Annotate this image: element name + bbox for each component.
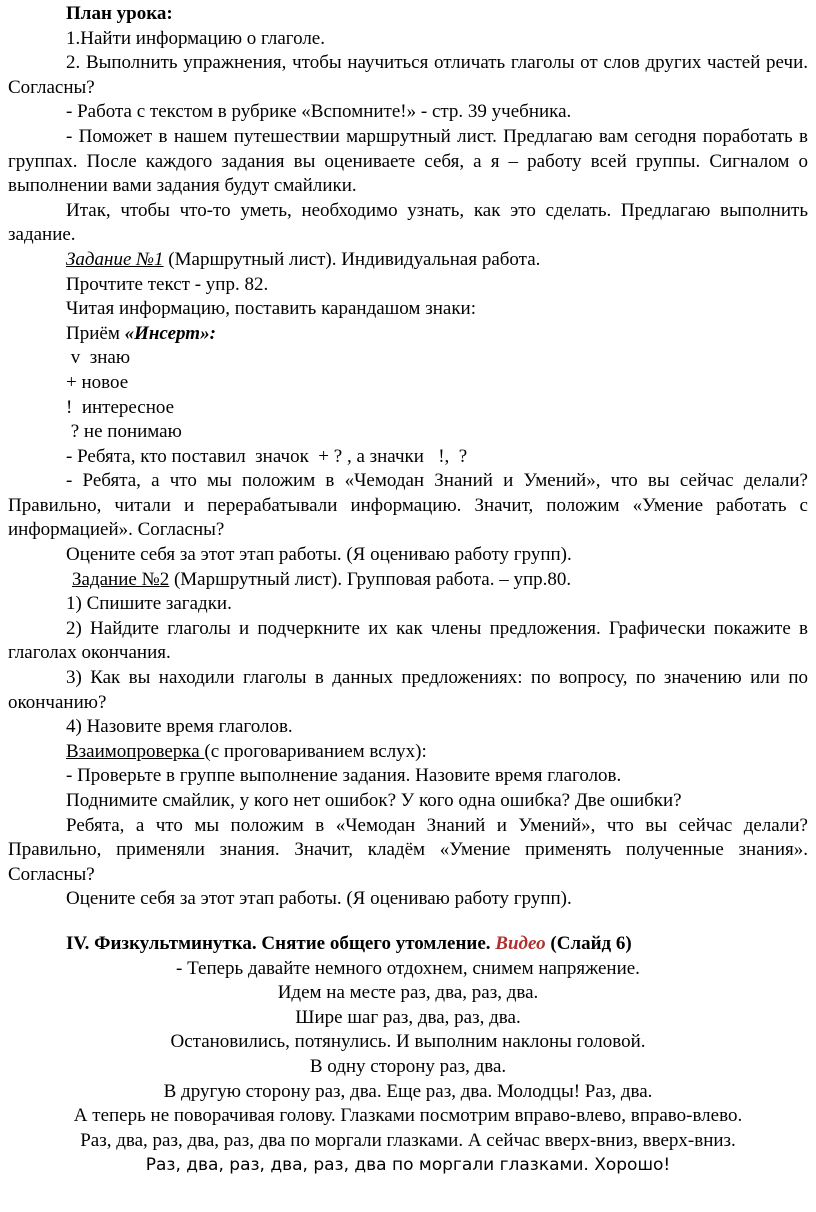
paragraph-suitcase-1: - Ребята, а что мы положим в «Чемодан Знаний и Умений», что вы сейчас делали? Правильно, читали и перерабатывали информацию. Значит, положим «Умение работать с информацией». Согласны? xyxy=(8,470,808,541)
plan-item-1: 1.Найти информацию о глаголе. xyxy=(66,27,325,49)
verse-line: - Теперь давайте немного отдохнем, снимем напряжение. xyxy=(176,957,640,979)
task2-step-4: 4) Назовите время глаголов. xyxy=(66,716,293,738)
paragraph-suitcase-2: Ребята, а что мы положим в «Чемодан Знаний и Умений», что вы сейчас делали? Правильно, применяли знания. Значит, кладём «Умение применять полученные знания». Согласны? xyxy=(8,814,808,885)
peer-check-label: Взаимопроверка xyxy=(66,740,205,762)
paragraph-textbook: - Работа с текстом в рубрике «Вспомните!» - стр. 39 учебника. xyxy=(66,101,572,123)
task2-label: Задание №2 xyxy=(72,568,170,590)
task1-instruction: Читая информацию, поставить карандашом знаки: xyxy=(66,298,476,320)
task1-heading xyxy=(8,248,808,273)
verse-line: А теперь не поворачивая голову. Глазками посмотрим вправо-влево, вправо-влево. xyxy=(73,1105,743,1127)
verse-line-final: Раз, два, раз, два, раз, два по моргали глазками. Хорошо! xyxy=(145,1155,671,1176)
method-name: «Инсерт»: xyxy=(124,322,216,344)
verse-line: Шире шаг раз, два, раз, два. xyxy=(295,1006,521,1028)
mark-know: v знаю xyxy=(66,347,131,369)
peer-check-description: (с проговариванием вслух): xyxy=(204,740,427,762)
peer-check-instruction: - Проверьте в группе выполнение задания. Назовите время глаголов. xyxy=(66,765,622,787)
task2-step-2: 2) Найдите глаголы и подчеркните их как члены предложения. Графически покажите в глаголах окончания. xyxy=(8,617,808,664)
task2-description: (Маршрутный лист). Групповая работа. – упр.80. xyxy=(169,568,572,590)
verse-line: В одну сторону раз, два. xyxy=(309,1055,507,1077)
mark-interesting: ! интересное xyxy=(66,396,175,418)
mark-dont-understand: ? не понимаю xyxy=(66,421,182,443)
verse-line: Идем на месте раз, два, раз, два. xyxy=(277,982,539,1004)
section4-title: IV. Физкультминутка. Снятие общего утомление. xyxy=(66,932,496,954)
task1-description: (Маршрутный лист). Индивидуальная работа. xyxy=(163,248,541,270)
task1-label: Задание №1 xyxy=(66,248,164,270)
method-prefix: Приём xyxy=(66,322,125,344)
method-line xyxy=(8,322,808,347)
verse-line: Остановились, потянулись. И выполним наклоны головой. xyxy=(170,1031,646,1053)
plan-title: План урока: xyxy=(66,3,173,24)
task2-step-1: 1) Спишите загадки. xyxy=(66,593,232,615)
peer-check-heading xyxy=(8,740,808,765)
task1-read: Прочтите текст - упр. 82. xyxy=(66,273,269,295)
video-label: Видео xyxy=(495,932,546,954)
verse-line: Раз, два, раз, два, раз, два по моргали глазками. А сейчас вверх-вниз, вверх-вниз. xyxy=(80,1129,736,1151)
verse-line: В другую сторону раз, два. Еще раз, два. Молодцы! Раз, два. xyxy=(163,1080,653,1102)
question-marks: - Ребята, кто поставил значок + ? , а значки !, ? xyxy=(66,445,468,467)
task2-heading xyxy=(8,568,808,593)
paragraph-route-sheet: - Поможет в нашем путешествии маршрутный лист. Предлагаю вам сегодня поработать в группах. После каждого задания вы оцениваете себя, а я – работу всей группы. Сигналом о выполнении вами задания будут смайлики. xyxy=(8,125,808,197)
mark-new: + новое xyxy=(66,371,129,393)
smiley-question: Поднимите смайлик, у кого нет ошибок? У кого одна ошибка? Две ошибки? xyxy=(66,790,682,811)
paragraph-intro-task: Итак, чтобы что-то уметь, необходимо узнать, как это сделать. Предлагаю выполнить задание. xyxy=(8,199,808,246)
section-gap xyxy=(8,912,808,932)
self-assessment-1: Оцените себя за этот этап работы. (Я оцениваю работу групп). xyxy=(66,544,572,566)
slide-ref: (Слайд 6) xyxy=(545,932,632,954)
section4-heading xyxy=(8,932,808,957)
task2-step-3: 3) Как вы находили глаголы в данных предложениях: по вопросу, по значению или по окончанию? xyxy=(8,667,808,713)
self-assessment-2: Оцените себя за этот этап работы. (Я оцениваю работу групп). xyxy=(66,888,572,910)
plan-item-2: 2. Выполнить упражнения, чтобы научиться отличать глаголы от слов других частей речи. Согласны? xyxy=(8,52,808,98)
